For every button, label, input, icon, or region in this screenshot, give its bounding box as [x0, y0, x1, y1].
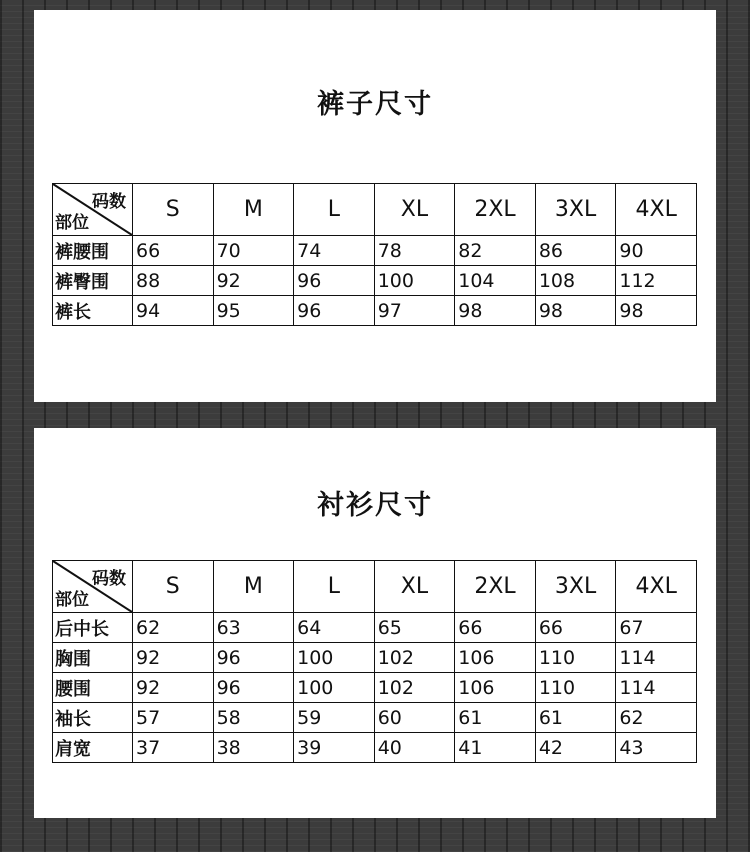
size-header-m: M	[213, 184, 294, 236]
corner-size-label: 码数	[92, 192, 126, 212]
shirt-size-table	[52, 560, 697, 763]
value-cell: 66	[535, 613, 616, 643]
row-label: 腰围	[53, 673, 133, 703]
value-cell: 38	[213, 733, 294, 763]
value-cell: 102	[374, 673, 455, 703]
value-cell: 67	[616, 613, 697, 643]
table-row	[53, 733, 697, 763]
value-cell: 114	[616, 643, 697, 673]
size-header-2xl: 2XL	[455, 561, 536, 613]
table-row	[53, 266, 697, 296]
value-cell: 98	[535, 296, 616, 326]
value-cell: 62	[616, 703, 697, 733]
row-label: 裤腰围	[53, 236, 133, 266]
size-header-s: S	[133, 184, 214, 236]
value-cell: 96	[294, 296, 375, 326]
value-cell: 86	[535, 236, 616, 266]
corner-part-label: 部位	[55, 590, 89, 610]
row-label: 后中长	[53, 613, 133, 643]
pants-size-title: 裤子尺寸	[317, 89, 433, 120]
value-cell: 96	[294, 266, 375, 296]
shirt-size-title: 衬衫尺寸	[317, 490, 433, 521]
value-cell: 74	[294, 236, 375, 266]
value-cell: 114	[616, 673, 697, 703]
size-header-l: L	[294, 561, 375, 613]
value-cell: 88	[133, 266, 214, 296]
table-row	[53, 673, 697, 703]
value-cell: 92	[133, 673, 214, 703]
value-cell: 92	[133, 643, 214, 673]
value-cell: 61	[535, 703, 616, 733]
value-cell: 112	[616, 266, 697, 296]
size-header-l: L	[294, 184, 375, 236]
value-cell: 96	[213, 673, 294, 703]
row-label: 胸围	[53, 643, 133, 673]
value-cell: 65	[374, 613, 455, 643]
corner-part-label: 部位	[55, 213, 89, 233]
size-header-3xl: 3XL	[535, 184, 616, 236]
size-header-3xl: 3XL	[535, 561, 616, 613]
value-cell: 39	[294, 733, 375, 763]
row-label: 裤长	[53, 296, 133, 326]
row-label: 肩宽	[53, 733, 133, 763]
value-cell: 106	[455, 673, 536, 703]
corner-header-cell	[53, 184, 133, 236]
value-cell: 110	[535, 643, 616, 673]
pants-size-panel	[34, 10, 716, 402]
value-cell: 94	[133, 296, 214, 326]
corner-header-cell	[53, 561, 133, 613]
size-header-4xl: 4XL	[616, 184, 697, 236]
value-cell: 95	[213, 296, 294, 326]
row-label: 裤臀围	[53, 266, 133, 296]
size-header-s: S	[133, 561, 214, 613]
corner-size-label: 码数	[92, 569, 126, 589]
value-cell: 37	[133, 733, 214, 763]
size-header-m: M	[213, 561, 294, 613]
pants-size-table	[52, 183, 697, 326]
value-cell: 66	[133, 236, 214, 266]
value-cell: 108	[535, 266, 616, 296]
value-cell: 92	[213, 266, 294, 296]
value-cell: 40	[374, 733, 455, 763]
value-cell: 57	[133, 703, 214, 733]
value-cell: 90	[616, 236, 697, 266]
value-cell: 78	[374, 236, 455, 266]
table-row	[53, 613, 697, 643]
value-cell: 61	[455, 703, 536, 733]
value-cell: 97	[374, 296, 455, 326]
size-header-xl: XL	[374, 561, 455, 613]
table-row	[53, 236, 697, 266]
table-row	[53, 643, 697, 673]
value-cell: 42	[535, 733, 616, 763]
value-cell: 100	[294, 673, 375, 703]
table-header-row	[53, 561, 697, 613]
value-cell: 60	[374, 703, 455, 733]
value-cell: 66	[455, 613, 536, 643]
value-cell: 106	[455, 643, 536, 673]
size-header-xl: XL	[374, 184, 455, 236]
value-cell: 64	[294, 613, 375, 643]
value-cell: 41	[455, 733, 536, 763]
value-cell: 100	[294, 643, 375, 673]
value-cell: 82	[455, 236, 536, 266]
value-cell: 59	[294, 703, 375, 733]
row-label: 袖长	[53, 703, 133, 733]
table-row	[53, 296, 697, 326]
table-header-row	[53, 184, 697, 236]
value-cell: 63	[213, 613, 294, 643]
size-header-4xl: 4XL	[616, 561, 697, 613]
value-cell: 70	[213, 236, 294, 266]
value-cell: 62	[133, 613, 214, 643]
value-cell: 96	[213, 643, 294, 673]
value-cell: 98	[455, 296, 536, 326]
value-cell: 100	[374, 266, 455, 296]
value-cell: 58	[213, 703, 294, 733]
table-row	[53, 703, 697, 733]
value-cell: 43	[616, 733, 697, 763]
value-cell: 102	[374, 643, 455, 673]
value-cell: 98	[616, 296, 697, 326]
shirt-size-panel	[34, 428, 716, 818]
value-cell: 110	[535, 673, 616, 703]
size-header-2xl: 2XL	[455, 184, 536, 236]
value-cell: 104	[455, 266, 536, 296]
